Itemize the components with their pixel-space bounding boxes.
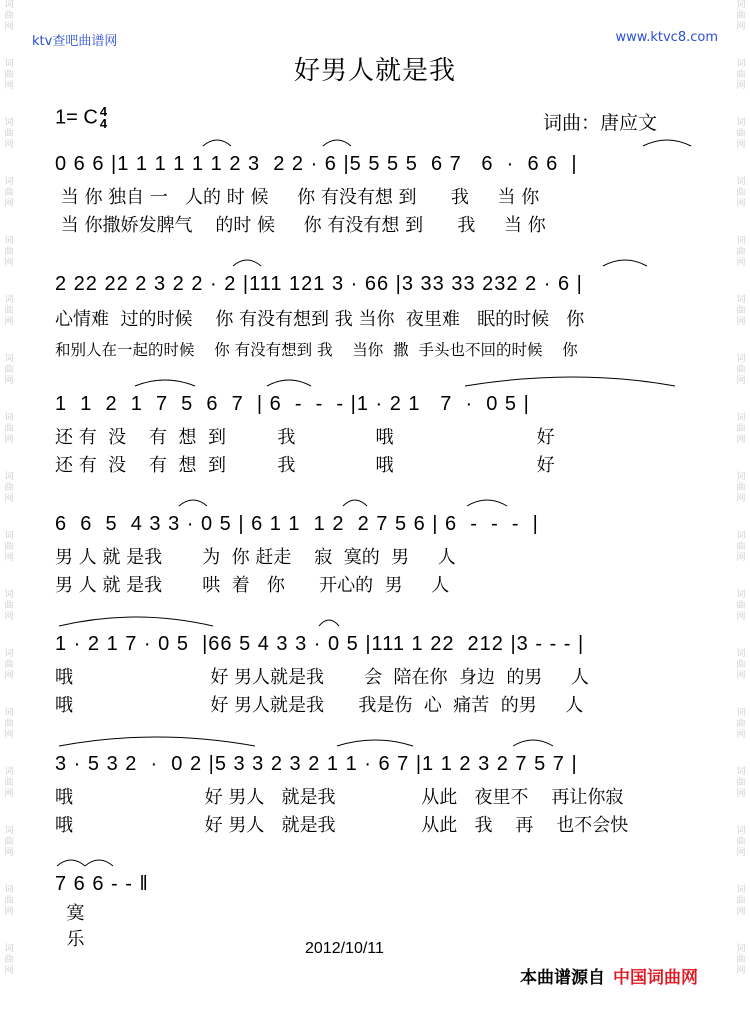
- lyric-verse-2: 乐: [55, 929, 85, 950]
- lyric-verse-2: 和别人在一起的时候 你 有没有想到 我 当你 撒 手头也不回的时候 你: [55, 341, 578, 359]
- lyric-verse-1: 哦 好 男人就是我 会 陪在你 身边 的男 人: [55, 667, 590, 688]
- watermark-glyph: 词 曲 网: [736, 885, 746, 917]
- site-url-right[interactable]: www.ktvc8.com: [615, 30, 718, 45]
- lyric-verse-2: 哦 好 男人就是我 我是伤 心 痛苦 的男 人: [55, 695, 584, 716]
- lyric-verse-2: 当 你撒娇发脾气 的时 候 你 有没有想 到 我 当 你: [55, 215, 546, 236]
- site-name-left[interactable]: ktv查吧曲谱网: [32, 34, 118, 49]
- notation-line: 6 6 5 4 3 3 · 0 5 | 6 1 1 1 2 2 7 5 6 | 6 - - - |: [55, 508, 695, 540]
- notation-line: 0 6 6 |1 1 1 1 1 1 2 3 2 2 · 6 |5 5 5 5 6 7 6 · 6 6 |: [55, 148, 695, 180]
- lyric-verse-1: 心情难 过的时候 你 有没有想到 我 当你 夜里难 眠的时候 你: [55, 309, 585, 330]
- watermark-glyph: 词 曲 网: [4, 649, 14, 681]
- notation-line: 7 6 6 - - ‖: [55, 868, 695, 900]
- watermark-glyph: 词 曲 网: [736, 177, 746, 209]
- notation-line: 1 · 2 1 7 · 0 5 |66 5 4 3 3 · 0 5 |111 1 22 212 |3 - - - |: [55, 628, 695, 660]
- watermark-glyph: 词 曲 网: [736, 413, 746, 445]
- left-watermark-column: [2, 0, 16, 1012]
- watermark-glyph: 词 曲 网: [736, 767, 746, 799]
- tie-marks: [55, 374, 695, 388]
- lyric-verse-2: 男 人 就 是我 哄 着 你 开心的 男 人: [55, 575, 450, 596]
- watermark-glyph: 词 曲 网: [736, 295, 746, 327]
- source-label: 本曲谱源自: [520, 968, 605, 988]
- lyric-verse-1: 男 人 就 是我 为 你 赶走 寂 寞的 男 人: [55, 547, 456, 568]
- source-brand-link[interactable]: 中国词曲网: [613, 968, 698, 988]
- lyric-verse-2: 哦 好 男人 就是我 从此 我 再 也不会快: [55, 815, 629, 836]
- watermark-glyph: 词 曲 网: [4, 590, 14, 622]
- source-credit: [520, 963, 698, 988]
- watermark-glyph: 词 曲 网: [736, 649, 746, 681]
- key-label: 1= C: [55, 106, 98, 129]
- watermark-glyph: 词 曲 网: [736, 0, 746, 32]
- watermark-glyph: 词 曲 网: [4, 295, 14, 327]
- notation-line: 3 · 5 3 2 · 0 2 |5 3 3 2 3 2 1 1 · 6 7 |1 1 2 3 2 7 5 7 |: [55, 748, 695, 780]
- watermark-glyph: 词 曲 网: [736, 472, 746, 504]
- watermark-glyph: 词 曲 网: [736, 708, 746, 740]
- watermark-glyph: 词 曲 网: [4, 354, 14, 386]
- tie-marks: [55, 134, 695, 148]
- watermark-glyph: 词 曲 网: [736, 354, 746, 386]
- watermark-glyph: 词 曲 网: [4, 236, 14, 268]
- lyric-verse-1: 还 有 没 有 想 到 我 哦 好: [55, 427, 555, 448]
- tie-marks: [55, 854, 695, 868]
- watermark-glyph: 词 曲 网: [4, 885, 14, 917]
- watermark-glyph: 词 曲 网: [4, 59, 14, 91]
- watermark-glyph: 词 曲 网: [4, 944, 14, 976]
- song-title: 好男人就是我: [293, 56, 456, 86]
- watermark-glyph: 词 曲 网: [4, 767, 14, 799]
- watermark-glyph: 词 曲 网: [4, 0, 14, 32]
- time-signature: [100, 106, 107, 130]
- tie-marks: [55, 614, 695, 628]
- watermark-glyph: 词 曲 网: [4, 472, 14, 504]
- watermark-glyph: 词 曲 网: [4, 177, 14, 209]
- watermark-glyph: 词 曲 网: [736, 531, 746, 563]
- time-bottom: 4: [99, 116, 108, 131]
- watermark-glyph: 词 曲 网: [4, 826, 14, 858]
- tie-marks: [55, 494, 695, 508]
- time-top: 4: [99, 104, 108, 119]
- watermark-glyph: 词 曲 网: [4, 708, 14, 740]
- lyric-verse-1: 寞: [55, 903, 85, 924]
- watermark-glyph: 词 曲 网: [4, 413, 14, 445]
- lyric-verse-2: 还 有 没 有 想 到 我 哦 好: [55, 455, 555, 476]
- notation-line: 2 22 22 2 3 2 2 · 2 |111 121 3 · 66 |3 33 33 232 2 · 6 |: [55, 268, 695, 300]
- watermark-glyph: 词 曲 网: [4, 531, 14, 563]
- notation-line: 1 1 2 1 7 5 6 7 | 6 - - - |1 · 2 1 7 · 0 5 |: [55, 388, 695, 420]
- right-watermark-column: [734, 0, 748, 1012]
- watermark-glyph: 词 曲 网: [736, 59, 746, 91]
- watermark-glyph: 词 曲 网: [736, 944, 746, 976]
- score-date: 2012/10/11: [305, 940, 384, 957]
- lyric-verse-1: 哦 好 男人 就是我 从此 夜里不 再让你寂: [55, 787, 624, 808]
- key-signature: [55, 106, 107, 130]
- watermark-glyph: 词 曲 网: [736, 236, 746, 268]
- watermark-glyph: 词 曲 网: [4, 118, 14, 150]
- watermark-glyph: 词 曲 网: [736, 826, 746, 858]
- tie-marks: [55, 254, 695, 268]
- watermark-glyph: 词 曲 网: [736, 590, 746, 622]
- tie-marks: [55, 734, 695, 748]
- watermark-glyph: 词 曲 网: [736, 118, 746, 150]
- credits: 词曲：唐应文: [543, 112, 658, 134]
- lyric-verse-1: 当 你 独自 一 人的 时 候 你 有没有想 到 我 当 你: [55, 187, 540, 208]
